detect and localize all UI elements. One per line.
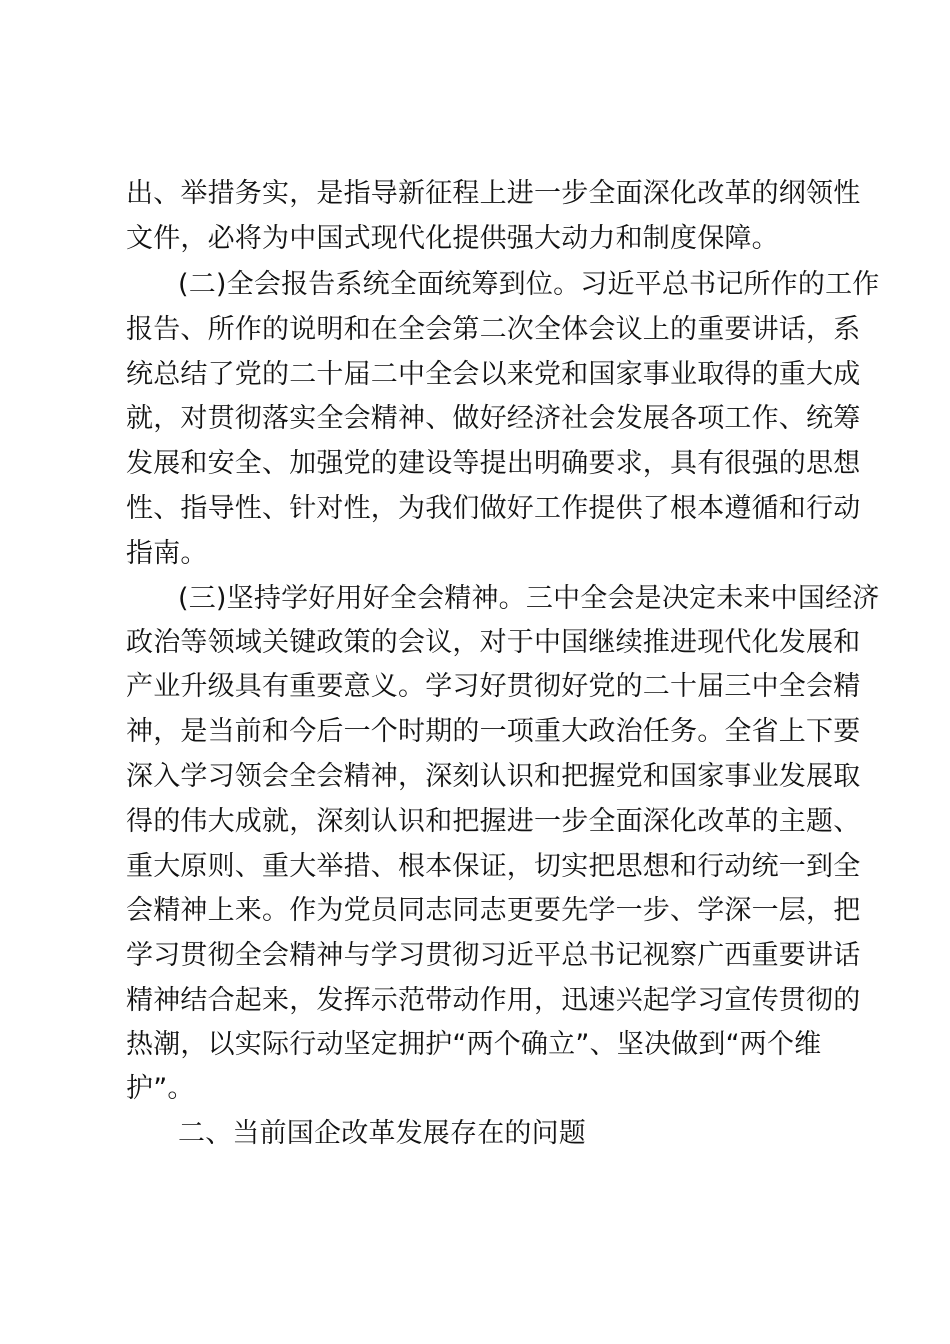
text-line: 就，对贯彻落实全会精神、做好经济社会发展各项工作、统筹 — [126, 403, 861, 434]
text-line: 统总结了党的二十届二中全会以来党和国家事业取得的重大成 — [126, 359, 861, 390]
text-line: 发展和安全、加强党的建设等提出明确要求，具有很强的思想 — [126, 448, 861, 479]
text-line: 会精神上来。作为党员同志同志更要先学一步、学深一层，把 — [126, 895, 861, 926]
text-line: 重大原则、重大举措、根本保证，切实把思想和行动统一到全 — [126, 851, 861, 882]
text-line: 热潮，以实际行动坚定拥护“两个确立”、坚决做到“两个维 — [126, 1029, 822, 1060]
chapter-heading: 二、当前国企改革发展存在的问题 — [178, 1118, 586, 1149]
section-heading-2: (二)全会报告系统全面统筹到位。习近平总书记所作的工作 — [178, 269, 880, 300]
text-line: 得的伟大成就，深刻认识和把握进一步全面深化改革的主题、 — [126, 806, 861, 837]
text-line: 文件，必将为中国式现代化提供强大动力和制度保障。 — [126, 223, 779, 254]
text-line: 出、举措务实，是指导新征程上进一步全面深化改革的纲领性 — [126, 178, 861, 209]
text-line: 产业升级具有重要意义。学习好贯彻好党的二十届三中全会精 — [126, 671, 861, 702]
text-line: 学习贯彻全会精神与学习贯彻习近平总书记视察广西重要讲话 — [126, 940, 861, 971]
text-line: 精神结合起来，发挥示范带动作用，迅速兴起学习宣传贯彻的 — [126, 985, 861, 1016]
text-line: 性、指导性、针对性，为我们做好工作提供了根本遵循和行动 — [126, 493, 861, 524]
text-line: 护”。 — [126, 1073, 195, 1104]
text-line: 神，是当前和今后一个时期的一项重大政治任务。全省上下要 — [126, 716, 861, 747]
text-line: 深入学习领会全会精神，深刻认识和把握党和国家事业发展取 — [126, 761, 861, 792]
section-heading-3: (三)坚持学好用好全会精神。三中全会是决定未来中国经济 — [178, 583, 880, 614]
text-line: 政治等领域关键政策的会议，对于中国继续推进现代化发展和 — [126, 627, 861, 658]
text-line: 报告、所作的说明和在全会第二次全体会议上的重要讲话，系 — [126, 314, 861, 345]
text-line: 指南。 — [126, 538, 208, 569]
